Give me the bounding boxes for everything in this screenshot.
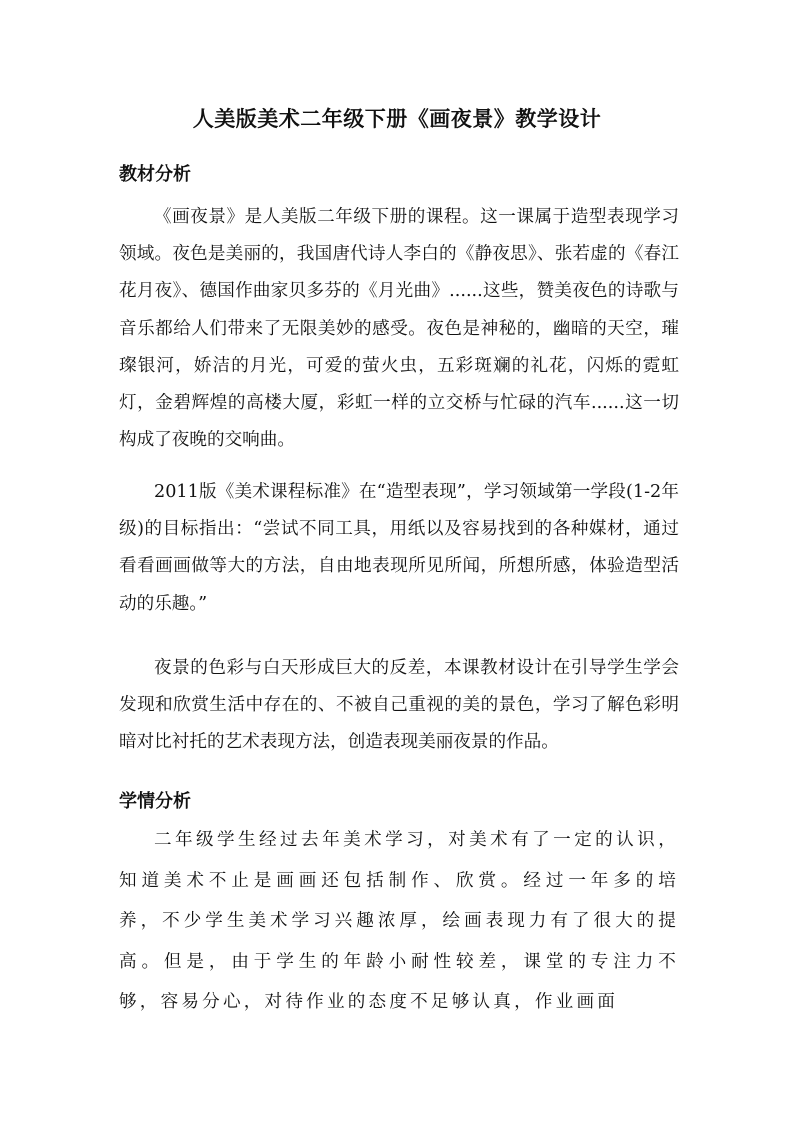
- paragraph-student-analysis: 二年级学生经过去年美术学习，对美术有了一定的认识，知道美术不止是画画还包括制作、欣赏。经过一年多的培养，不少学生美术学习兴趣浓厚，绘画表现力有了很大的提高。但是，由于学生的年龄小耐性较差，课堂的专注力不够，容易分心，对待作业的态度不足够认真，作业画面: [119, 830, 679, 1012]
- section-heading-textbook-analysis: 教材分析: [119, 164, 191, 185]
- document-title: 人美版美术二年级下册《画夜景》教学设计: [192, 107, 602, 131]
- paragraph-textbook-intro: 《画夜景》是人美版二年级下册的课程。这一课属于造型表现学习领域。夜色是美丽的，我国唐代诗人李白的《静夜思》、张若虚的《春江花月夜》、德国作曲家贝多芬的《月光曲》......这些，赞美夜色的诗歌与音乐都给人们带来了无限美妙的感受。夜色是神秘的，幽暗的天空，璀璨银河，娇洁的月光，可爱的萤火虫，五彩斑斓的礼花，闪烁的霓虹灯，金碧辉煌的高楼大厦，彩虹一样的立交桥与忙碌的汽车......这一切构成了夜晚的交响曲。: [119, 207, 679, 451]
- paragraph-design-intent: 夜景的色彩与白天形成巨大的反差，本课教材设计在引导学生学会发现和欣赏生活中存在的、不被自己重视的美的景色，学习了解色彩明暗对比衬托的艺术表现方法，创造表现美丽夜景的作品。: [119, 658, 679, 753]
- paragraph-curriculum-standard: 2011版《美术课程标准》在“造型表现”，学习领域第一学段(1-2年级)的目标指出：“尝试不同工具，用纸以及容易找到的各种媒材，通过看看画画做等大的方法，自由地表现所见所闻，所想所感，体验造型活动的乐趣。”: [119, 482, 679, 614]
- section-heading-student-analysis: 学情分析: [119, 791, 191, 812]
